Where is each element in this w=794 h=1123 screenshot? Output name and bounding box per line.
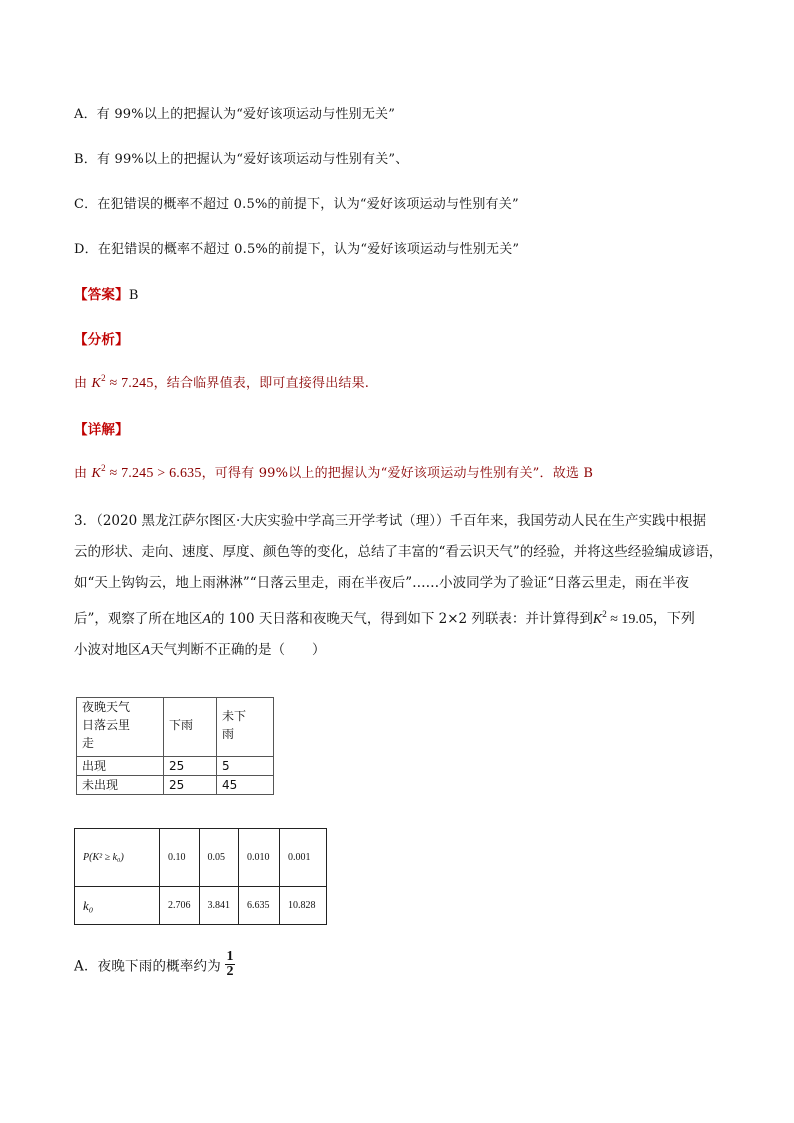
table-cell: 25 [164, 776, 217, 795]
table-cell: 2.706 [160, 887, 200, 925]
analysis-tag: 【分析】 [74, 332, 129, 348]
q3-option-a [74, 950, 235, 979]
table-row [77, 757, 274, 776]
analysis-approx: ≈ 7.245 [105, 376, 154, 391]
detail-approx: ≈ 7.245 > 6.635 [105, 466, 202, 481]
analysis-text [74, 372, 369, 392]
option-a: A．有 99%以上的把握认为“爱好该项运动与性别无关” [74, 107, 396, 122]
analysis-rest: ，结合临界值表，即可直接得出结果. [153, 376, 370, 391]
table-row [75, 887, 327, 925]
question-3-line-2: 云的形状、走向、速度、厚度、颜色等的变化，总结了丰富的“看云识天气”的经验，并将这些经验编成谚语， [74, 544, 723, 560]
detail-text [74, 462, 593, 482]
table-cell: 未出现 [77, 776, 164, 795]
analysis-heading [74, 328, 129, 348]
option-d: D．在犯错误的概率不超过 0.5%的前提下，认为“爱好该项运动与性别无关” [74, 242, 520, 257]
table-cell: 6.635 [239, 887, 280, 925]
q3-option-a-text: A．夜晚下雨的概率约为 [74, 958, 221, 975]
question-3-k-symbol: $K^2$ [592, 609, 607, 627]
analysis-prefix: 由 [74, 376, 88, 391]
table-row [75, 829, 327, 887]
question-3-line-4: 后”，观察了所在地区A的 100 天日落和夜晚天气，得到如下 2×2 列联表：并计算得到$K^2 \approx 19.05$，下列 [74, 609, 695, 627]
table-cell: 0.05 [199, 829, 239, 887]
question-3-line-1: 3．（2020 黑龙江萨尔图区·大庆实验中学高三开学考试（理））千百年来，我国劳动人民在生产实践中根据 [74, 513, 707, 529]
table-cell: P(K² ≥ k₀) [75, 829, 160, 887]
option-b: B．有 99%以上的把握认为“爱好该项运动与性别有关”、 [74, 152, 409, 167]
table-cell: 3.841 [199, 887, 239, 925]
analysis-k-symbol: $K^2$ [91, 373, 106, 391]
detail-k-symbol: $K^2$ [91, 463, 106, 481]
detail-rest: ，可得有 99%以上的把握认为“爱好该项运动与性别有关”．故选 B [201, 466, 594, 481]
table-cell: 25 [164, 757, 217, 776]
detail-prefix: 由 [74, 466, 88, 481]
detail-heading [74, 418, 129, 438]
table-cell: 0.010 [239, 829, 280, 887]
table-cell: 0.10 [160, 829, 200, 887]
answer-line [74, 283, 139, 303]
fraction: $\frac{1}{2}$ [226, 949, 234, 979]
table-header-cell: 下雨 [164, 698, 217, 757]
question-3-line-3: 如“天上钩钩云，地上雨淋淋”“日落云里走，雨在半夜后”……小波同学为了验证“日落云里走，雨在半夜 [74, 575, 690, 591]
table-row [77, 698, 274, 757]
table-cell: 5 [217, 757, 274, 776]
table-cell: 0.001 [280, 829, 327, 887]
table-cell: k₀ [75, 887, 160, 925]
question-3-line-5: 小波对地区A天气判断不正确的是（ ） [74, 642, 326, 658]
table-row [77, 776, 274, 795]
table-cell: 10.828 [280, 887, 327, 925]
answer-value: B [128, 288, 139, 303]
question-3 [74, 506, 724, 666]
table-header-cell: 未下 雨 [217, 698, 274, 757]
critical-value-table [74, 828, 327, 925]
table-cell: 45 [217, 776, 274, 795]
contingency-table [76, 697, 274, 795]
table-header-cell: 夜晚天气 日落云里 走 [77, 698, 164, 757]
detail-tag: 【详解】 [74, 422, 129, 438]
table-cell: 出现 [77, 757, 164, 776]
option-c: C．在犯错误的概率不超过 0.5%的前提下，认为“爱好该项运动与性别有关” [74, 197, 519, 212]
answer-tag: 【答案】 [74, 287, 129, 303]
